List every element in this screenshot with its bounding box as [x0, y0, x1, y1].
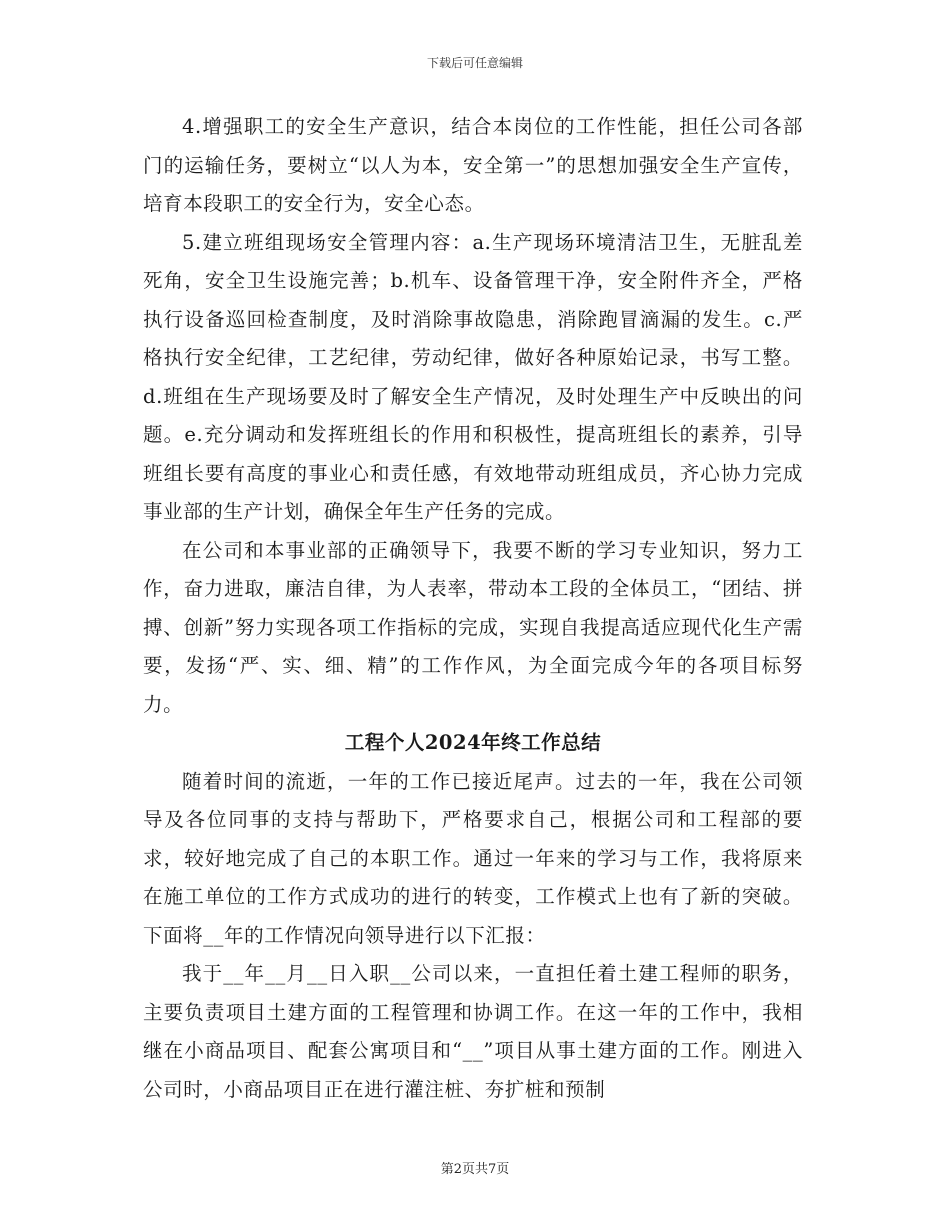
paragraph-team-safety-management: 5.建立班组现场安全管理内容：a.生产现场环境清洁卫生，无脏乱差死角，安全卫生设施完善；b.机车、设备管理干净，安全附件齐全，严格执行设备巡回检查制度，及时消除事故隐患，消除跑冒滴漏的发生。c.严格执行安全纪律，工艺纪律，劳动纪律，做好各种原始记录，书写工整。d.班组在生产现场要及时了解安全生产情况，及时处理生产中反映出的问题。e.充分调动和发挥班组长的作用和积极性，提高班组长的素养，引导班组长要有高度的事业心和责任感，有效地带动班组成员，齐心协力完成事业部的生产计划，确保全年生产任务的完成。: [143, 230, 803, 523]
document-body: [143, 108, 803, 1109]
paragraph-job-description: 我于__年__月__日入职__公司以来，一直担任着土建工程师的职务，主要负责项目土建方面的工程管理和协调工作。在这一年的工作中，我相继在小商品项目、配套公寓项目和“__”项目从事土建方面的工作。刚进入公司时，小商品项目正在进行灌注桩、夯扩桩和预制: [143, 962, 803, 1101]
paragraph-closing-commitment: 在公司和本事业部的正确领导下，我要不断的学习专业知识，努力工作，奋力进取，廉洁自律，为人表率，带动本工段的全体员工，“团结、拼搏、创新”努力实现各项工作指标的完成，实现自我提高适应现代化生产需要，发扬“严、实、细、精”的工作作风，为全面完成今年的各项目标努力。: [143, 538, 803, 716]
paragraph-year-summary-intro: 随着时间的流逝，一年的工作已接近尾声。过去的一年，我在公司领导及各位同事的支持与帮助下，严格要求自己，根据公司和工程部的要求，较好地完成了自己的本职工作。通过一年来的学习与工作，我将原来在施工单位的工作方式成功的进行的转变，工作模式上也有了新的突破。下面将__年的工作情况向领导进行以下汇报：: [143, 769, 803, 947]
page-header: 下载后可任意编辑: [426, 56, 523, 70]
page-number: 第2页共7页: [440, 1162, 510, 1177]
section-title: 工程个人2024年终工作总结: [344, 731, 602, 754]
paragraph-safety-awareness: 4.增强职工的安全生产意识，结合本岗位的工作性能，担任公司各部门的运输任务，要树立“以人为本，安全第一”的思想加强安全生产宣传，培育本段职工的安全行为，安全心态。: [143, 115, 803, 215]
